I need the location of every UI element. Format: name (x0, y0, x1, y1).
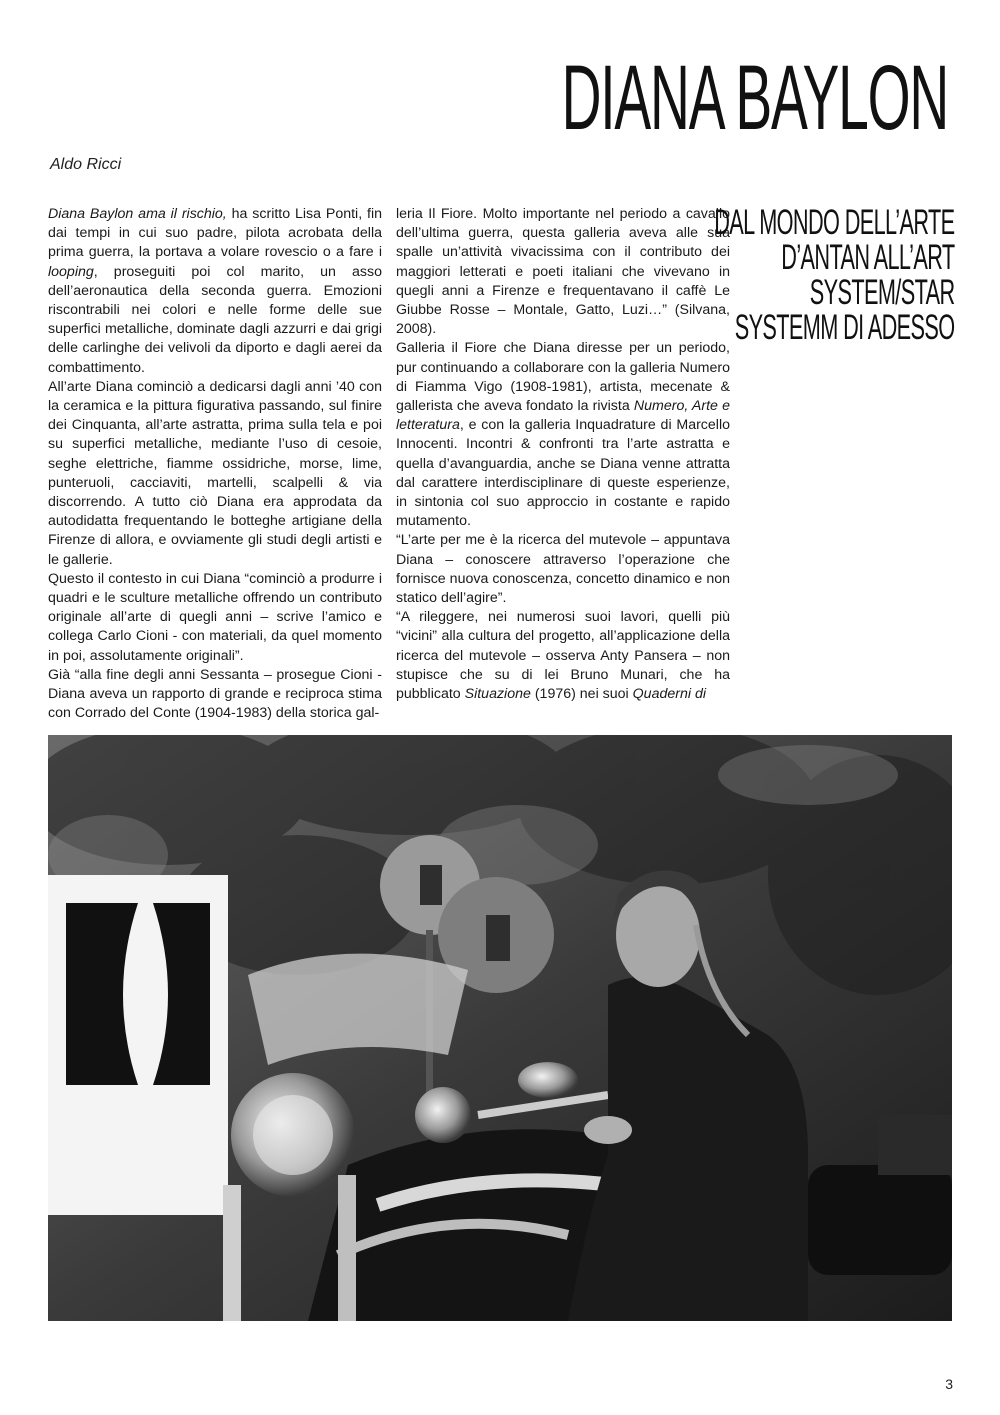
pull-quote-line: SYSTEMM DI ADESSO (734, 308, 954, 347)
painting (48, 875, 228, 1215)
pull-quote-line: D’ANTAN ALL’ART (780, 238, 954, 277)
italic-title: Situazione (464, 686, 531, 703)
paragraph (48, 205, 382, 378)
paragraph: All’arte Diana cominciò a dedicarsi dagli anni ’40 con la ceramica e la pittura figurativa passando, sul finire dei Cinquanta, all’arte astratta, prima sulla tela e poi su superfici metalliche, mediante l’uso di cesoie, seghe elettriche, fiamme ossidriche, morse, lime, punteruoli, cacciaviti, martelli, scalpelli & via discorrendo. A tutto ciò Diana era approdata da autodidatta frequentando le botteghe artigiane della Firenze di allora, e ovviamente gli studi degli artisti e le gallerie. (48, 378, 382, 568)
paragraph: “L’arte per me è la ricerca del mutevole – appuntava Diana – conoscere attraverso l’operazione che fornisce nuova conoscenza, concetto dinamico e non statico dell’agire”. (396, 532, 730, 607)
paragraph (396, 608, 730, 704)
author-name: Aldo Ricci (50, 156, 122, 173)
page-number: 3 (945, 1376, 953, 1392)
pull-quote (714, 205, 954, 345)
italic-title: Quaderni di (632, 686, 706, 703)
text-run: , proseguiti poi col marito, un asso dell’aeronautica della seconda guerra. Emozioni riscontrabili nei colori e nelle forme delle sue superfici metalliche, dominate dagli azzurri e dai grigi delle carlinghe dei velivoli da diporto e dagli aerei da combattimento. (48, 263, 382, 376)
paragraph: Già “alla fine degli anni Sessanta – prosegue Cioni - Diana aveva un rapporto di grande e reciproca stima con Corrado del Conte (1904-1983) della storica gal- (48, 666, 382, 722)
pull-quote-line: SYSTEM/STAR (809, 273, 954, 312)
text-run: “A rileggere, nei numerosi suoi lavori, quelli più “vicini” alla cultura del progetto, all’applicazione della ricerca del mutevole – osserva Anty Pansera – non stupisce che su di lei Bruno Munari, che ha pubblicato (396, 609, 730, 703)
pull-quote-line: DAL MONDO DELL’ARTE (713, 203, 954, 242)
text-run: , e con la galleria Inquadrature di Marcello Innocenti. Incontri & confronti tra l’arte astratta e quella d’avanguardia, anche se Diana venne attratta dal carattere interdisciplinare di queste esperienze, in sintonia col suo approccio in costante e rapido mutamento. (396, 417, 730, 530)
paragraph (396, 339, 730, 531)
paragraph: leria Il Fiore. Molto importante nel periodo a cavallo dell’ultima guerra, questa galleria aveva alle sua spalle un’attività vivacissima con il contributo dei maggiori letterati e poeti italiani che vivevano in quegli anni a Firenze e frequentavano il caffè Le Giubbe Rosse – Montale, Gatto, Luzi…” (Silvana, 2008). (396, 206, 730, 338)
article-title: DIANA BAYLON (561, 47, 948, 149)
paragraph: Questo il contesto in cui Diana “cominciò a produrre i quadri e le sculture metalliche offrendo un contributo originale all’arte di quegli anni – scrive l’amico e collega Carlo Cioni - con materiali, da quel momento in poi, assolutamente originali”. (48, 570, 382, 664)
text-column-2 (396, 205, 730, 704)
text-run: Galleria il Fiore che Diana diresse per un periodo, pur continuando a collaborare con la galleria Numero di Fiamma Vigo (1908-1981), artista, mecenate & gallerista che aveva fondato la rivista (396, 340, 730, 415)
photo-illustration (48, 735, 952, 1321)
text-run: (1976) nei suoi (530, 686, 633, 703)
italic-term: looping (48, 263, 94, 280)
text-run: ha scritto Lisa Ponti, fin dai tempi in cui suo padre, pilota acrobata della prima guerra, la portava a volare rovescio o a fare i (48, 206, 383, 261)
photo-artist-on-motorcycle (48, 735, 952, 1321)
text-column-1 (48, 205, 382, 723)
italic-title: Numero, Arte e letteratura (396, 398, 730, 434)
italic-lead: Diana Baylon ama il rischio, (48, 206, 227, 222)
